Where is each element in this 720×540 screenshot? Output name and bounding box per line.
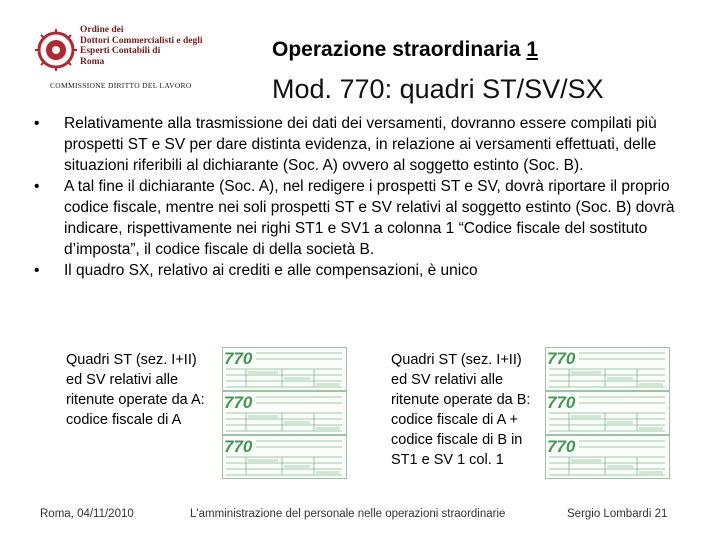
form-badge: 770: [547, 349, 576, 368]
form-770-thumbnail: [545, 391, 670, 435]
form-badge: 770: [547, 437, 576, 456]
slide-title-text: Operazione straordinaria: [272, 38, 521, 61]
bullet-text: Il quadro SX, relativo ai crediti e alle compensazioni, è unico: [64, 262, 478, 279]
slide-subtitle: Mod. 770: quadri ST/SV/SX: [272, 74, 604, 104]
logo-subtitle: COMMISSIONE DIRITTO DEL LAVORO: [50, 81, 192, 90]
logo-text: [80, 25, 203, 67]
form-badge: 770: [224, 349, 253, 368]
caption-right: Quadri ST (sez. I+II) ed SV relativi alle ritenute operate da B: codice fiscale di A + codice fiscale di B in ST1 e SV 1 col. 1: [391, 352, 531, 468]
form-badge: 770: [547, 393, 576, 412]
form-770-thumbnail: [222, 347, 347, 391]
form-badge: 770: [224, 393, 253, 412]
footer-date: Roma, 04/11/2010: [40, 508, 134, 520]
form-770-thumbnail: [222, 435, 347, 479]
page-number: 21: [654, 508, 668, 520]
caption-left: Quadri ST (sez. I+II) ed SV relativi alle ritenute operate da A: codice fiscale di A: [66, 352, 205, 428]
form-770-thumbnail: [222, 391, 347, 435]
form-770-thumbnail: [545, 347, 670, 391]
bullet-list: [30, 113, 698, 280]
footer-center: L'amministrazione del personale nelle operazioni straordinarie: [190, 508, 506, 520]
bullet-text: A tal fine il dichiarante (Soc. A), nel redigere i prospetti ST e SV, dovrà riportare il proprio codice fiscale, mentre nei soli prospetti ST e SV relativi al soggetto estinto (Soc. B) dovrà indicare, rispettivamente nei righi ST1 e SV1 a colonna 1 “Codice fiscale del sostituto d’imposta”, il codice fiscale di della società B.: [64, 178, 675, 258]
form-770-thumbnail: [545, 435, 670, 479]
ordine-logo: [30, 22, 230, 98]
bullet-text: Relativamente alla trasmissione dei dati dei versamenti, dovranno essere compilati più prospetti ST e SV per dare distinta evidenza, in relazione ai versamenti effettuati, delle situazioni riferibili al dichiarante (Soc. A) ovvero al soggetto estinto (Soc. B).: [64, 115, 657, 174]
bullet-item: [30, 113, 698, 176]
slide-title: [272, 38, 538, 62]
logo-line: Ordine dei: [80, 25, 124, 35]
logo-line: Esperti Contabili di: [80, 46, 161, 56]
bullet-item: [30, 260, 698, 280]
bullet-icon: •: [34, 178, 40, 195]
bullet-icon: •: [34, 115, 40, 132]
slide-title-number: 1: [526, 38, 539, 61]
footer-author: [567, 508, 667, 520]
bullet-icon: •: [34, 262, 40, 279]
seal-icon: [34, 28, 78, 72]
logo-line: Roma: [80, 56, 105, 67]
form-badge: 770: [224, 437, 253, 456]
footer-author-name: Sergio Lombardi: [567, 508, 652, 520]
logo-line: Dottori Commercialisti e degli: [80, 35, 203, 46]
bullet-item: [30, 176, 698, 260]
